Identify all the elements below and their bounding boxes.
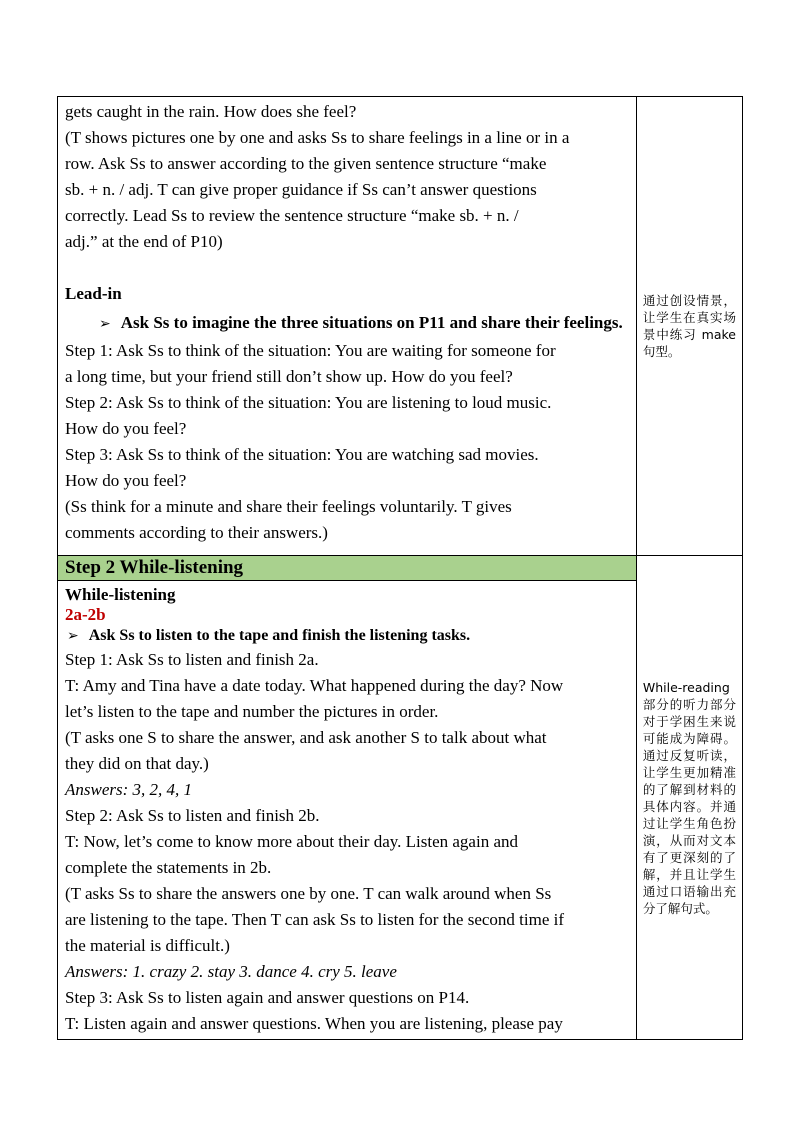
lead-in-bullet <box>65 313 629 334</box>
answers-2a: Answers: 3, 2, 4, 1 <box>65 780 193 799</box>
task-label: 2a-2b <box>65 605 106 624</box>
answers-2b: Answers: 1. crazy 2. stay 3. dance 4. cry 5. leave <box>65 962 397 981</box>
text-line: row. Ask Ss to answer according to the given sentence structure “make <box>65 154 547 173</box>
arrow-bullet-icon: ➢ <box>67 628 79 644</box>
text-line: T: Amy and Tina have a date today. What happened during the day? Now <box>65 676 564 695</box>
text-line: How do you feel? <box>65 471 187 490</box>
section-2-note-cell <box>636 556 742 1040</box>
section-2-content <box>58 581 637 1040</box>
text-line: sb. + n. / adj. T can give proper guidance if Ss can’t answer questions <box>65 180 537 199</box>
section-2-note: While-reading部分的听力部分对于学困生来说可能成为障碍。通过反复听读，让学生更加精准的了解到材料的具体内容。并通过让学生角色扮演，从而对文本有了更深刻的了解，并且让学生通过口语输出充分了解句式。 <box>642 679 736 916</box>
text-line: complete the statements in 2b. <box>65 858 272 877</box>
text-line: (T asks one S to share the answer, and ask another S to talk about what <box>65 728 547 747</box>
text-line: Step 1: Ask Ss to think of the situation: You are waiting for someone for <box>65 341 556 360</box>
section-1-content <box>58 97 637 556</box>
text-line: are listening to the tape. Then T can ask Ss to listen for the second time if <box>65 910 565 929</box>
text-line: comments according to their answers.) <box>65 523 328 542</box>
text-line: they did on that day.) <box>65 754 209 773</box>
text-line: the material is difficult.) <box>65 936 230 955</box>
section-1-note-cell <box>636 97 742 556</box>
text-line: Step 1: Ask Ss to listen and finish 2a. <box>65 650 319 669</box>
lead-in-title: Lead-in <box>65 284 122 303</box>
text-line: How do you feel? <box>65 419 187 438</box>
text-line: a long time, but your friend still don’t show up. How do you feel? <box>65 367 513 386</box>
text-line: T: Listen again and answer questions. When you are listening, please pay <box>65 1014 563 1033</box>
section-2-header: Step 2 While-listening <box>58 556 637 581</box>
blank-line <box>65 255 629 281</box>
text-line: Step 3: Ask Ss to think of the situation: You are watching sad movies. <box>65 445 539 464</box>
text-line: let’s listen to the tape and number the pictures in order. <box>65 702 439 721</box>
listening-bullet-text: Ask Ss to listen to the tape and finish the listening tasks. <box>88 627 471 644</box>
text-line: correctly. Lead Ss to review the sentence structure “make sb. + n. / <box>65 206 519 225</box>
text-line: (T shows pictures one by one and asks Ss to share feelings in a line or in a <box>65 128 570 147</box>
section-2-header-row <box>58 556 743 581</box>
listening-bullet <box>65 625 629 647</box>
while-listening-subtitle: While-listening <box>65 585 176 604</box>
section-1-note: 通过创设情景，让学生在真实场景中练习 make 句型。 <box>642 293 736 359</box>
lead-in-bullet-text: Ask Ss to imagine the three situations on P11 and share their feelings. <box>120 313 623 332</box>
section-1-row <box>58 97 743 556</box>
text-line: Step 2: Ask Ss to think of the situation: You are listening to loud music. <box>65 393 552 412</box>
text-line: Step 3: Ask Ss to listen again and answer questions on P14. <box>65 988 470 1007</box>
text-line: (Ss think for a minute and share their feelings voluntarily. T gives <box>65 497 512 516</box>
text-line: T: Now, let’s come to know more about their day. Listen again and <box>65 832 518 851</box>
lesson-plan-table <box>57 96 743 1040</box>
text-line: adj.” at the end of P10) <box>65 232 223 251</box>
text-line: Step 2: Ask Ss to listen and finish 2b. <box>65 806 320 825</box>
text-line: (T asks Ss to share the answers one by one. T can walk around when Ss <box>65 884 552 903</box>
arrow-bullet-icon: ➢ <box>99 316 111 332</box>
text-line: gets caught in the rain. How does she feel? <box>65 102 357 121</box>
